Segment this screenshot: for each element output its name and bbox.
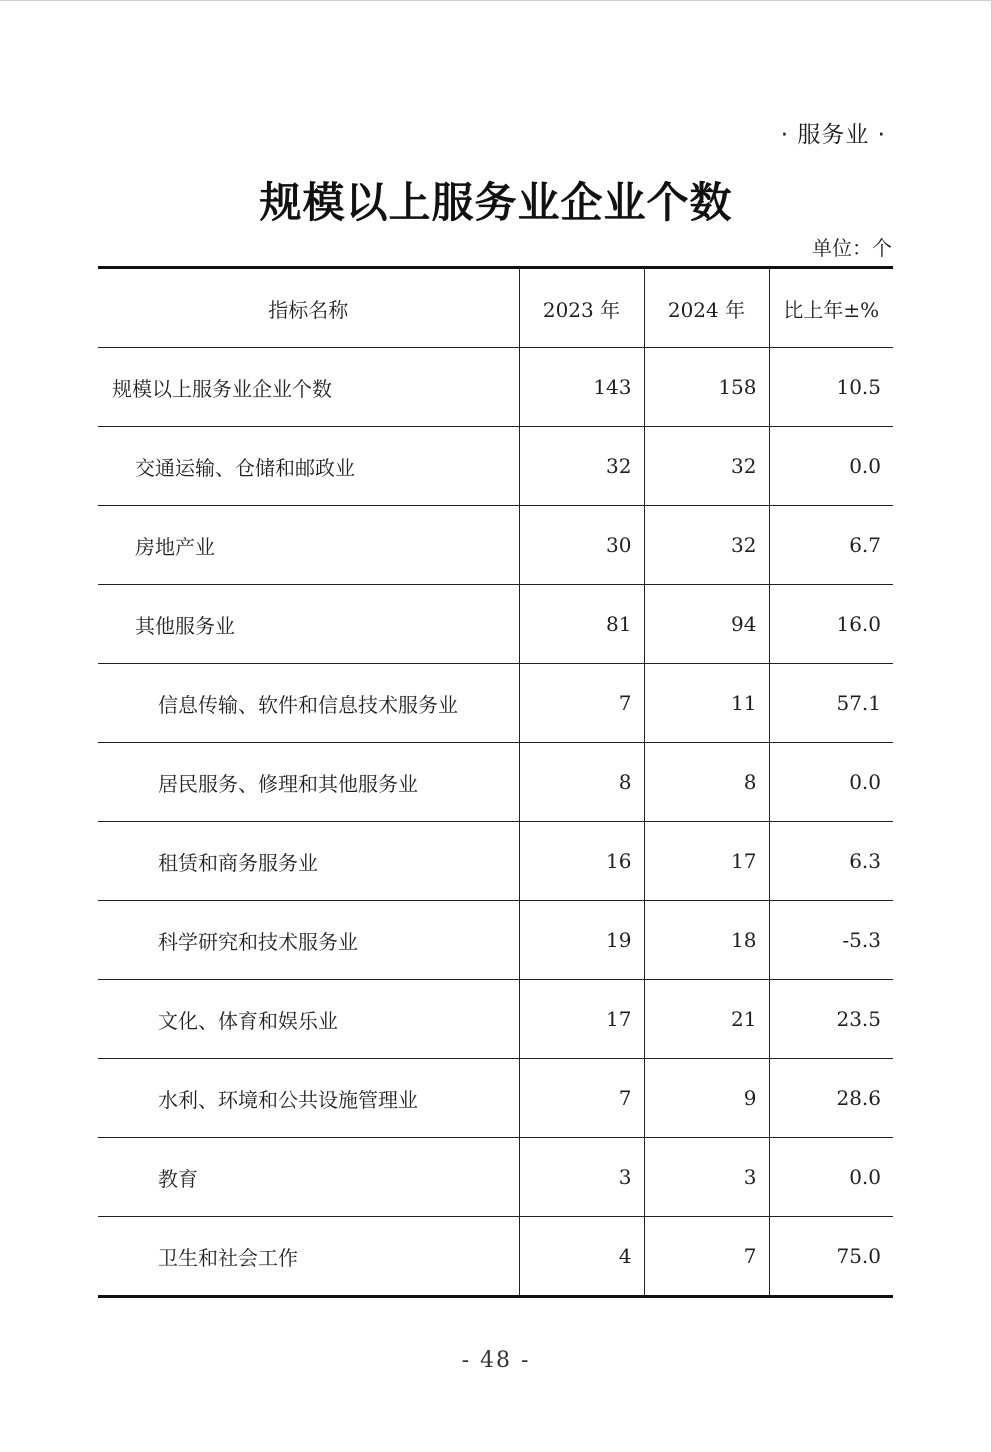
row-value-2023: 16 [519,822,644,901]
row-value-2024: 9 [644,1059,769,1138]
header-change-percent: 比上年±% [769,268,893,348]
header-indicator-name: 指标名称 [98,268,519,348]
row-value-2023: 19 [519,901,644,980]
table-row [98,980,893,1059]
table-row [98,822,893,901]
row-value-2024: 18 [644,901,769,980]
row-name: 文化、体育和娱乐业 [98,980,519,1059]
table-row [98,506,893,585]
table-row [98,1217,893,1297]
row-value-2023: 32 [519,427,644,506]
row-value-2024: 32 [644,506,769,585]
header-year-2024: 2024 年 [644,268,769,348]
row-value-2024: 3 [644,1138,769,1217]
table-row [98,743,893,822]
row-value-2024: 11 [644,664,769,743]
row-name: 科学研究和技术服务业 [98,901,519,980]
table-row [98,1138,893,1217]
page-title: 规模以上服务业企业个数 [259,178,733,227]
table-row [98,427,893,506]
row-change: 10.5 [769,348,893,427]
row-change: 75.0 [769,1217,893,1297]
row-name: 水利、环境和公共设施管理业 [98,1059,519,1138]
row-change: 0.0 [769,1138,893,1217]
header-year-2023: 2023 年 [519,268,644,348]
row-change: 6.3 [769,822,893,901]
row-name: 交通运输、仓储和邮政业 [98,427,519,506]
row-name: 教育 [98,1138,519,1217]
row-name: 规模以上服务业企业个数 [98,348,519,427]
section-tag: · 服务业 · [780,122,886,148]
unit-label: 单位：个 [812,236,892,260]
row-change: 6.7 [769,506,893,585]
row-value-2023: 7 [519,1059,644,1138]
row-name: 居民服务、修理和其他服务业 [98,743,519,822]
row-value-2023: 8 [519,743,644,822]
row-change: 0.0 [769,427,893,506]
row-value-2024: 21 [644,980,769,1059]
row-change: 28.6 [769,1059,893,1138]
row-value-2023: 3 [519,1138,644,1217]
row-change: 16.0 [769,585,893,664]
row-value-2023: 17 [519,980,644,1059]
row-name: 卫生和社会工作 [98,1217,519,1297]
row-value-2023: 4 [519,1217,644,1297]
row-change: 57.1 [769,664,893,743]
row-name: 房地产业 [98,506,519,585]
row-value-2023: 143 [519,348,644,427]
table-row [98,901,893,980]
data-table [98,266,893,1298]
table-row [98,1059,893,1138]
row-value-2024: 94 [644,585,769,664]
row-value-2023: 30 [519,506,644,585]
table-body [98,348,893,1297]
table-row [98,348,893,427]
row-value-2024: 32 [644,427,769,506]
row-value-2023: 81 [519,585,644,664]
row-change: 0.0 [769,743,893,822]
table-row [98,664,893,743]
row-name: 其他服务业 [98,585,519,664]
row-value-2023: 7 [519,664,644,743]
table-row [98,585,893,664]
row-value-2024: 158 [644,348,769,427]
table-header-row [98,268,893,348]
row-change: -5.3 [769,901,893,980]
row-name: 信息传输、软件和信息技术服务业 [98,664,519,743]
row-value-2024: 17 [644,822,769,901]
row-value-2024: 7 [644,1217,769,1297]
row-value-2024: 8 [644,743,769,822]
page-number: - 48 - [461,1348,531,1373]
row-change: 23.5 [769,980,893,1059]
row-name: 租赁和商务服务业 [98,822,519,901]
